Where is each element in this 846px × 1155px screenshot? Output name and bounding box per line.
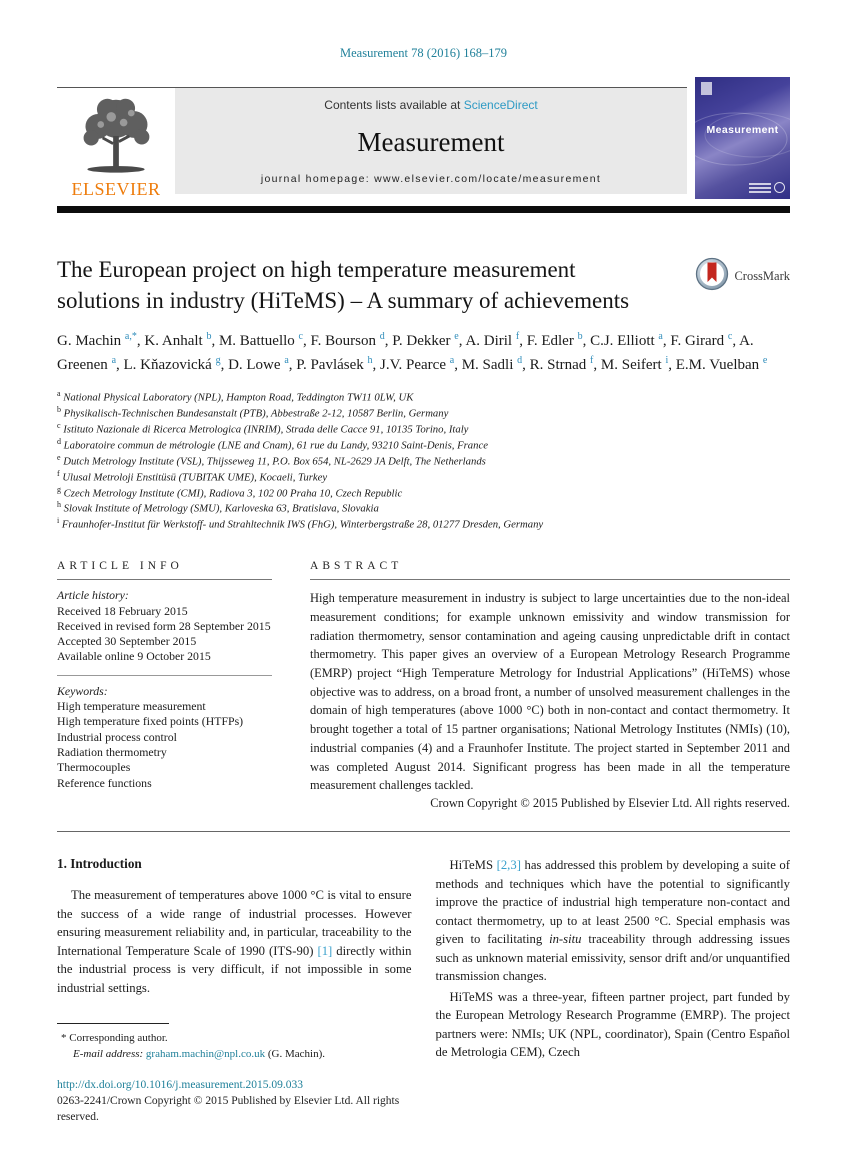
sciencedirect-link[interactable]: ScienceDirect	[463, 98, 538, 112]
crossmark-icon	[695, 257, 729, 296]
globe-icon	[774, 182, 785, 193]
article-info-column	[57, 560, 272, 811]
keyword: Thermocouples	[57, 760, 131, 775]
footnote-rule	[57, 1023, 169, 1024]
author: R. Strnad $^f$,	[529, 354, 598, 373]
history-line: Available online 9 October 2015	[57, 649, 211, 664]
author: G. Machin $^{a,*}$,	[57, 331, 141, 350]
doi-link[interactable]: http://dx.doi.org/10.1016/j.measurement.2015.09.033	[57, 1079, 304, 1092]
article-history-section	[57, 580, 272, 676]
abstract-text: High temperature measurement in industry is subject to large uncertainties due to the non-ideal measurement conditions; for example unknown emissivity and window transmission for radiation thermometry, sensor contamination and ageing causing unpredictable drift in contact thermometry. This paper gives an overview of a European Metrology Research Programme (EMRP) project “High Temperature Metrology for Industrial Applications” (HiTeMS) whose objective was to address, on a broad front, a number of unsolved measurement challenges in the domain of high temperatures (above 1000 °C) both in non-contact and contact thermometry. It brought together a total of 15 partner organisations; National Metrology Institutes (NMIs) (10), industrial companies (4) and a Fraunhofer Institute. The project started in September 2011 and was completed August 2014. Significant progress has been made in all the temperature measurement challenges tackled.	[310, 591, 790, 793]
paragraph: HiTeMS was a three-year, fifteen partner project, part funded by the European Metrology Research Programme (EMRP). The project partners were: NMIs; UK (NPL, coordinator), Spain (Centro Español de Metrologia CEM), Czech	[435, 989, 790, 1060]
body-right-column	[436, 856, 791, 1125]
footnote-symbol: *	[61, 1032, 67, 1045]
author: M. Battuello $^c$,	[218, 331, 307, 350]
keyword: High temperature fixed points (HTFPs)	[57, 714, 244, 729]
author: F. Girard $^c$,	[670, 331, 737, 350]
citation-ref[interactable]: [1]	[317, 943, 333, 958]
section-divider	[57, 831, 790, 832]
author: L. Kňazovická $^g$,	[123, 354, 225, 373]
journal-header	[57, 87, 790, 202]
article-info-heading: ARTICLE INFO	[57, 560, 272, 580]
keyword-lines	[57, 699, 272, 791]
author: A. Diril $^f$,	[465, 331, 523, 350]
crossmark-badge[interactable]	[695, 257, 790, 296]
introduction-heading: 1. Introduction	[57, 856, 142, 872]
journal-cover-thumbnail[interactable]	[695, 77, 790, 199]
elsevier-tree-icon	[68, 94, 164, 181]
author: E.M. Vuelban $^e$	[675, 354, 768, 373]
affiliation: $^e$ Dutch Metrology Institute (VSL), Thijsseweg 11, P.O. Box 654, NL-2629 JA Delft, The Netherlands	[57, 452, 486, 468]
cover-title: Measurement	[706, 124, 779, 136]
author: P. Dekker $^e$,	[392, 331, 463, 350]
article-history-lines	[57, 604, 272, 665]
keyword: Reference functions	[57, 775, 152, 790]
author: F. Bourson $^d$,	[310, 331, 389, 350]
abstract-copyright: Crown Copyright © 2015 Published by Elsevier Ltd. All rights reserved.	[430, 796, 790, 811]
paragraph: HiTeMS [2,3] has addressed this problem by developing a suite of methods and techniques which have the potential to significantly improve the practice of industrial high temperature non-contact and contact thermometry, up to at least 2500 °C. Special emphasis was given to facilitating in-situ traceability through addressing issues such as unknown material emissivity, sensor drift and/or unquantified transmission changes.	[435, 858, 790, 984]
elsevier-logo[interactable]	[57, 88, 175, 202]
journal-homepage-link[interactable]: journal homepage: www.elsevier.com/locate/measurement	[260, 173, 602, 185]
history-line: Received 18 February 2015	[57, 603, 188, 618]
history-line: Accepted 30 September 2015	[57, 634, 197, 649]
author: A. Greenen $^a$,	[57, 333, 754, 373]
journal-title: Measurement	[357, 127, 505, 157]
citation-ref[interactable]: [2,3]	[496, 858, 521, 873]
author: C.J. Elliott $^a$,	[590, 331, 667, 350]
author: D. Lowe $^a$,	[228, 354, 293, 373]
author: P. Pavlásek $^h$,	[296, 354, 377, 373]
keyword: Industrial process control	[57, 729, 177, 744]
affiliation: $^b$ Physikalisch-Technischen Bundesanstalt (PTB), Abbestraße 2-12, 10587 Berlin, Germany	[57, 405, 449, 420]
keywords-label: Keywords:	[57, 683, 108, 698]
paragraph: The measurement of temperatures above 1000 °C is vital to ensure the success of a wide range of industrial processes. However ensuring measurement reliability and, in particular, traceability to the International Temperature Scale of 1990 (ITS-90) [1] directly within the industrial process is very difficult, if not impossible in some industrial settings.	[57, 888, 412, 995]
crossmark-label: CrossMark	[734, 269, 790, 283]
journal-citation: Measurement 78 (2016) 168–179	[340, 46, 507, 60]
abstract-column	[310, 560, 790, 811]
email-suffix: (G. Machin).	[267, 1048, 325, 1061]
affiliation: $^c$ Istituto Nazionale di Ricerca Metrologica (INRIM), Strada delle Cacce 91, 10135 Torino, Italy	[57, 420, 469, 436]
keyword: High temperature measurement	[57, 699, 206, 714]
body-left-column	[57, 856, 412, 1125]
corresponding-author-text: Corresponding author.	[69, 1032, 168, 1045]
author-list	[57, 329, 790, 376]
article-title: The European project on high temperature measurement solutions in industry (HiTeMS) – A summary of achievements	[57, 257, 630, 313]
author: K. Anhalt $^b$,	[144, 331, 216, 350]
article-history-label: Article history:	[57, 588, 129, 603]
keyword: Radiation thermometry	[57, 745, 167, 760]
contents-line: Contents lists available at ScienceDirect	[324, 98, 538, 112]
author: J.V. Pearce $^a$,	[380, 354, 458, 373]
introduction-left-text	[57, 886, 412, 997]
journal-banner	[175, 88, 687, 194]
affiliation: $^f$ Ulusal Metroloji Enstitüsü (TUBITAK UME), Kocaeli, Turkey	[57, 468, 328, 484]
cover-publisher-mark	[701, 82, 712, 95]
affiliation: $^g$ Czech Metrology Institute (CMI), Radiova 3, 102 00 Praha 10, Czech Republic	[57, 484, 403, 500]
keywords-section	[57, 676, 272, 801]
corresponding-author-footnote	[57, 1023, 412, 1063]
author: M. Sadli $^d$,	[461, 354, 526, 373]
page-footer	[57, 1077, 412, 1125]
affiliation: $^a$ National Physical Laboratory (NPL), Hampton Road, Teddington TW11 0LW, UK	[57, 389, 414, 404]
author: F. Edler $^b$,	[526, 331, 587, 350]
email-label: E-mail address:	[73, 1048, 144, 1061]
history-line: Received in revised form 28 September 2015	[57, 618, 271, 633]
issn-copyright-line: 0263-2241/Crown Copyright © 2015 Published by Elsevier Ltd. All rights reserved.	[57, 1095, 400, 1124]
affiliation: $^h$ Slovak Institute of Metrology (SMU), Karloveska 63, Bratislava, Slovakia	[57, 500, 379, 515]
author: M. Seifert $^i$,	[600, 354, 672, 373]
abstract-heading: ABSTRACT	[310, 560, 790, 580]
email-link[interactable]: graham.machin@npl.co.uk	[145, 1048, 266, 1061]
affiliation-list	[57, 389, 790, 532]
affiliation: $^d$ Laboratoire commun de métrologie (LNE and Cnam), 61 rue du Landy, 93210 Saint-Denis, France	[57, 436, 488, 452]
header-divider-bar	[57, 206, 790, 213]
elsevier-wordmark: ELSEVIER	[71, 179, 161, 199]
introduction-right-text	[436, 856, 791, 1062]
cover-footer	[749, 182, 785, 193]
affiliation: $^i$ Fraunhofer-Institut für Werkstoff- und Strahltechnik IWS (FhG), Winterbergstraße 28, 01277 Dresden, Germany	[57, 516, 544, 531]
